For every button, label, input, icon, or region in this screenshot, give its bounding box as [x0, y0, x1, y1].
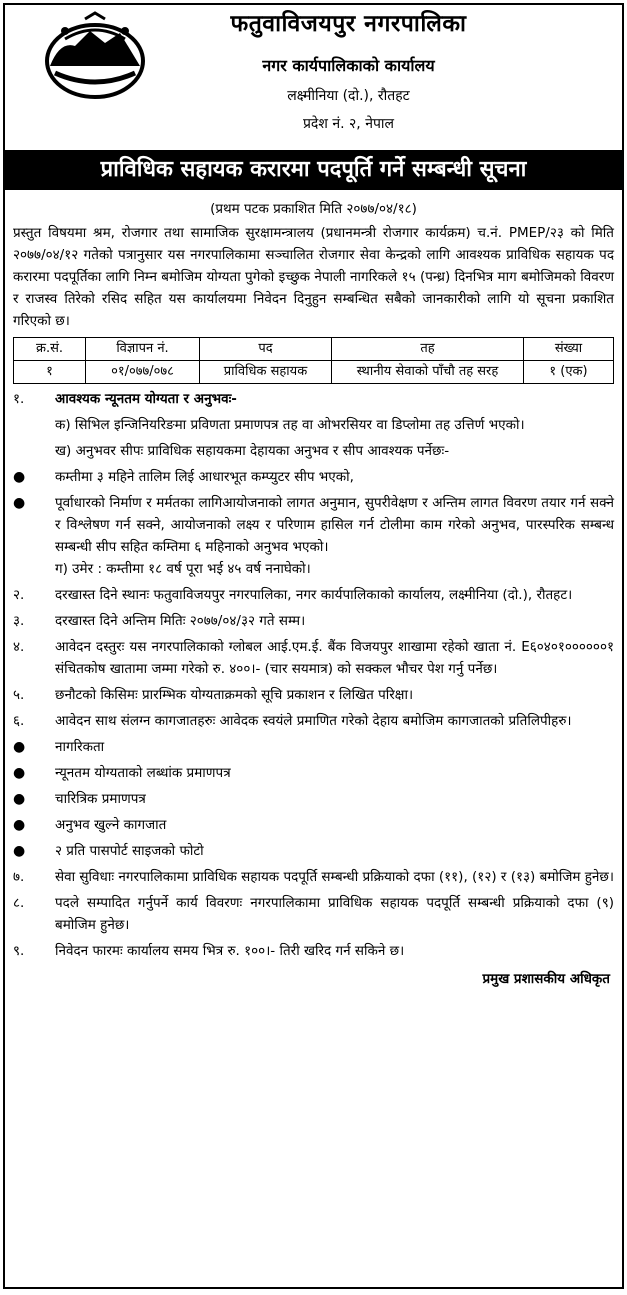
notice-page — [3, 3, 624, 1289]
section-text: छनौटको किसिमः प्रारम्भिक योग्यताक्रमको सूचि प्रकाशन र लिखित परिक्षा। — [55, 687, 414, 703]
section-9 — [13, 940, 614, 962]
experience-item: पूर्वाधारको निर्माण र मर्मतका लागिआयोजनाको लागत अनुमान, सुपरीवेक्षण र अन्तिम लागत विवरण तयार गर्न सक्ने र विश्लेषण गर्न सक्ने, आयोजनाको लक्ष्य र परिणाम हासिल गर्न टोलीमा काम गरेको अनुभव, पारस्परिक सम्बन्ध सम्बन्धी सीप सहित कम्तिमा ६ महिनाको अनुभव भएको। — [55, 495, 614, 555]
table-header-row — [14, 338, 614, 361]
document-item: चारित्रिक प्रमाणपत्र — [55, 791, 146, 807]
section-number: ३. — [13, 613, 25, 629]
office-location: लक्ष्मीनिया (दो.), रौतहट — [287, 88, 410, 104]
experience-item: कम्तीमा ३ महिने तालिम लिई आधारभूत कम्प्युटर सीप भएको, — [55, 469, 354, 485]
section-7 — [13, 866, 614, 888]
list-item — [13, 814, 614, 836]
table-cell: १ — [14, 361, 86, 384]
section-6 — [13, 710, 614, 732]
qualification-b: ख) अनुभवर सीपः प्राविधिक सहायकमा देहायका अनुभव र सीप आवश्यक पर्नेछः- — [55, 443, 450, 459]
column-header: संख्या — [524, 338, 614, 361]
table-row — [14, 361, 614, 384]
table-cell: ०१/०७७/०७८ — [86, 361, 200, 384]
header — [13, 5, 614, 150]
list-item — [13, 414, 614, 436]
office-name: नगर कार्यपालिकाको कार्यालय — [262, 56, 435, 75]
province-name: प्रदेश नं. २, नेपाल — [302, 116, 395, 132]
section-text: पदले सम्पादित गर्नुपर्ने कार्य विवरणः नगरपालिकामा प्राविधिक सहायक पदपूर्ति सम्बन्धी प्रक्रियाको दफा (९) बमोजिम हुनेछ। — [55, 895, 614, 933]
section-number: ४. — [13, 639, 25, 655]
section-1 — [13, 388, 614, 410]
bullet-icon: ● — [13, 817, 26, 833]
qualification-c: ग) उमेर : कम्तीमा १८ वर्ष पूरा भई ४५ वर्ष ननाघेको। — [55, 561, 311, 577]
column-header: तह — [332, 338, 524, 361]
intro-paragraph: प्रस्तुत विषयमा श्रम, रोजगार तथा सामाजिक सुरक्षामन्त्रालय (प्रधानमन्त्री रोजगार कार्यक्रम) च.नं. PMEP/२३ को मिति २०७७/०४/१२ गतेको पत्रानुसार यस नगरपालिकामा सञ्चालित रोजगार सेवा केन्द्रको लागि आवश्यक प्राविधिक सहायक पद करारमा पदपूर्तिका लागि निम्न बमोजिम योग्यता पुगेको इच्छुक नेपाली नागरिकले १५ (पन्ध्र) दिनभित्र माग बमोजिमको विवरण र राजस्व तिरेको रसिद सहित यस कार्यालयमा निवेदन दिनुहुन सम्बन्धित सबैको जानकारीको लागि यो सूचना प्रकाशित गरिएको छ। — [13, 225, 614, 329]
table-cell: १ (एक) — [524, 361, 614, 384]
column-header: पद — [200, 338, 332, 361]
section-number: ९. — [13, 943, 25, 959]
document-item: अनुभव खुल्ने कागजात — [55, 817, 167, 833]
notice-title: प्राविधिक सहायक करारमा पदपूर्ति गर्ने सम्बन्धी सूचना — [5, 150, 622, 190]
bullet-icon: ● — [13, 739, 26, 755]
municipality-name: फतुवाविजयपुर नगरपालिका — [230, 11, 467, 37]
signature-title: प्रमुख प्रशासकीय अधिकृत — [482, 971, 610, 987]
list-item — [13, 466, 614, 488]
section-5 — [13, 684, 614, 706]
section-text: आवेदन साथ संलग्न कागजातहरुः आवेदक स्वयंले प्रमाणित गरेको देहाय बमोजिम कागजातको प्रतिलिपीहरु। — [55, 713, 572, 729]
section-number: २. — [13, 587, 25, 603]
published-date: (प्रथम पटक प्रकाशित मिति २०७७/०४/१८) — [210, 201, 417, 217]
bullet-icon: ● — [13, 791, 26, 807]
table-cell: प्राविधिक सहायक — [200, 361, 332, 384]
section-8 — [13, 892, 614, 936]
qualification-a: क) सिभिल इन्जिनियरिङमा प्रविणता प्रमाणपत्र तह वा ओभरसियर वा डिप्लोमा तह उत्तिर्ण भएको। — [55, 417, 525, 433]
table-cell: स्थानीय सेवाको पाँचौ तह सरह — [332, 361, 524, 384]
bullet-icon: ● — [13, 765, 26, 781]
bullet-icon: ● — [13, 843, 26, 859]
document-item: नागरिकता — [55, 739, 105, 755]
list-item — [13, 558, 614, 580]
list-item — [13, 440, 614, 462]
vacancy-table — [13, 337, 614, 384]
section-text: निवेदन फारमः कार्यालय समय भित्र रु. १००।- तिरी खरिद गर्न सकिने छ। — [55, 943, 405, 959]
section-4 — [13, 636, 614, 680]
list-item — [13, 840, 614, 862]
bullet-icon: ● — [13, 469, 26, 485]
list-item — [13, 762, 614, 784]
section-number: ५. — [13, 687, 25, 703]
section-text: दरखास्त दिने स्थानः फतुवाविजयपुर नगरपालिका, नगर कार्यपालिकाको कार्यालय, लक्ष्मीनिया (दो.), रौतहट। — [55, 587, 573, 603]
section-2 — [13, 584, 614, 606]
section-number: ७. — [13, 869, 25, 885]
list-item — [13, 736, 614, 758]
bullet-icon: ● — [13, 495, 26, 511]
column-header: विज्ञापन नं. — [86, 338, 200, 361]
section-title: आवश्यक न्यूनतम योग्यता र अनुभवः- — [55, 391, 237, 407]
section-text: आवेदन दस्तुरः यस नगरपालिकाको ग्लोबल आई.एम.ई. बैंक विजयपुर शाखामा रहेको खाता नं. E६०४०१००००००१ संचितकोष खातामा जम्मा गरेको रु. ४००।- (चार सयमात्र) को सक्कल भौचर पेश गर्नु पर्नेछ। — [55, 639, 614, 677]
section-number: ८. — [13, 895, 25, 911]
section-number: ६. — [13, 713, 25, 729]
list-item — [13, 788, 614, 810]
section-text: दरखास्त दिने अन्तिम मितिः २०७७/०४/३२ गते सम्म। — [55, 613, 306, 629]
list-item — [13, 492, 614, 558]
document-item: न्यूनतम योग्यताको लब्धांक प्रमाणपत्र — [55, 765, 231, 781]
document-item: २ प्रति पासपोर्ट साइजको फोटो — [55, 843, 204, 859]
section-number: १. — [13, 391, 25, 407]
column-header: क्र.सं. — [14, 338, 86, 361]
section-text: सेवा सुविधाः नगरपालिकामा प्राविधिक सहायक पदपूर्ति सम्बन्धी प्रक्रियाको दफा (११), (१२) र (१३) बमोजिम हुनेछ। — [55, 869, 614, 885]
section-3 — [13, 610, 614, 632]
